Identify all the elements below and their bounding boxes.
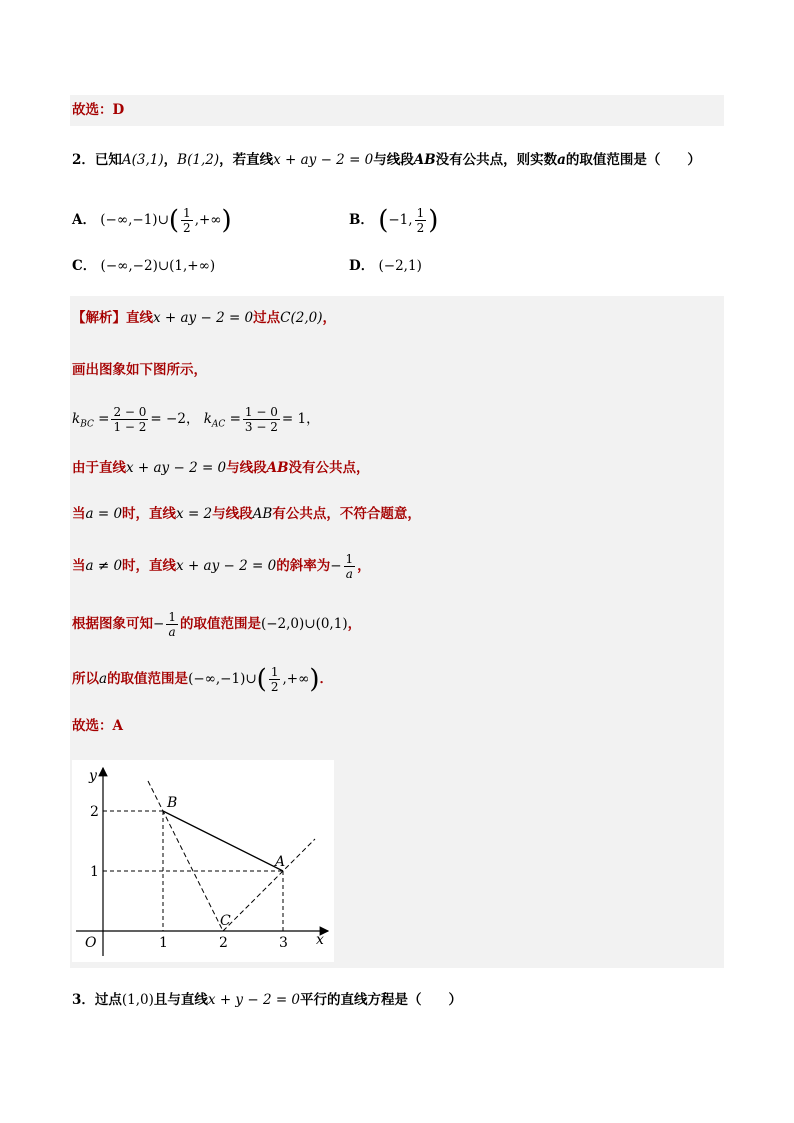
l4-eq: x + ay − 2 = 0 [126, 460, 227, 476]
tick-y-2: 2 [90, 804, 99, 820]
option-b-den: 2 [416, 221, 425, 235]
prev-answer: 故选：D [72, 102, 125, 118]
q2-stem-end: 的取值范围是（ ） [565, 152, 701, 168]
option-b-pre: −1, [388, 212, 413, 228]
l6-den: a [345, 567, 353, 581]
solution-line-7: 根据图象可知− $\frac{1}{a}$ 的取值范围是(−2,0)∪(0,1)， [72, 610, 362, 639]
solution-line-6: 当a ≠ 0时，直线x + ay − 2 = 0的斜率为− $\frac{1}{a}$ ， [72, 552, 371, 581]
q2-stem [72, 150, 701, 170]
k-bc-den: 1 − 2 [113, 420, 147, 434]
l1-point: C(2,0) [280, 310, 323, 326]
q2-stem-mid: ，若直线 [219, 152, 274, 168]
k-bc: k [72, 411, 81, 427]
k-bc-sub: BC [80, 419, 94, 430]
l4-mid: 与线段 [226, 460, 267, 476]
k-ac-sub: AC [211, 419, 226, 430]
k-ac-num: 1 − 0 [244, 405, 278, 419]
k-ac-result: = 1 [281, 411, 307, 427]
solution-answer: 故选：A [72, 718, 123, 734]
solution-line-1 [72, 308, 336, 328]
l6-pre: 当 [72, 558, 86, 574]
l5-pre: 当 [72, 506, 86, 522]
l6-eq: x + ay − 2 = 0 [176, 558, 277, 574]
q2-seg: AB [413, 152, 436, 168]
l7-fraction [166, 610, 178, 639]
l4-pre: 由于直线 [72, 460, 126, 476]
option-b-label: B． [349, 212, 374, 228]
q2-option-a[interactable]: A． (−∞,−1)∪( $\frac{1}{2}$ ,+∞) [72, 205, 232, 236]
l4-end: 没有公共点， [288, 460, 370, 476]
option-b-fraction [415, 206, 427, 235]
l6-cond: a ≠ 0 [85, 558, 123, 574]
axis-x-label: x [316, 932, 324, 948]
option-c-label: C． [72, 258, 97, 274]
graph-svg [72, 760, 334, 962]
l5-mid2: 与线段 [212, 506, 253, 522]
l5-cond: a = 0 [85, 506, 123, 522]
k-bc-result: = −2 [150, 411, 186, 427]
l3-sep: ， [185, 411, 200, 427]
l8-mid: 的取值范围是 [107, 671, 189, 687]
l6-mid: 时，直线 [122, 558, 177, 574]
l5-end: 有公共点，不符合题意， [272, 506, 421, 522]
k-ac-den: 3 − 2 [244, 420, 278, 434]
l8-pre: 所以 [72, 671, 99, 687]
prev-answer-box [70, 95, 724, 126]
point-c-label: C [220, 913, 231, 929]
q2-point-b: B(1,2) [177, 152, 220, 168]
q2-number: 2． [72, 152, 95, 168]
l5-eq: x = 2 [176, 506, 213, 522]
l4-seg: AB [266, 460, 289, 476]
q3-stem [72, 990, 462, 1010]
l8-den: 2 [270, 680, 279, 694]
k-bc-num: 2 − 0 [113, 405, 147, 419]
option-c-text: (−∞,−2)∪(1,+∞) [100, 258, 216, 274]
l7-num: 1 [168, 610, 176, 624]
q2-option-c[interactable] [72, 256, 215, 276]
axis-y-label: y [89, 768, 97, 784]
q2-sep: ， [163, 152, 178, 168]
option-a-num: 1 [183, 206, 191, 220]
l6-end: ， [357, 558, 371, 574]
q2-stem-prefix: 已知 [94, 152, 122, 168]
tick-y-1: 1 [90, 864, 99, 880]
l8-var: a [99, 671, 108, 687]
k-ac-fraction [243, 405, 280, 434]
coordinate-graph [72, 760, 334, 962]
q2-stem-mid3: 没有公共点，则实数 [435, 152, 558, 168]
l3-end: ， [306, 411, 320, 427]
q3-pre: 过点 [94, 992, 122, 1008]
tick-x-3: 3 [279, 935, 288, 951]
q3-number: 3． [72, 992, 95, 1008]
k-bc-fraction [111, 405, 148, 434]
option-a-den: 2 [183, 221, 191, 235]
option-b-num: 1 [416, 206, 425, 220]
option-a-fraction [181, 206, 193, 235]
q2-option-b[interactable]: B． (−1, $\frac{1}{2}$ ) [349, 205, 439, 236]
solution-line-3: $k_{BC}$ = $\frac{2 - 0}{1 - 2}$ = −2， $k_{AC}$ = $\frac{1 - 0}{3 - 2}$ = 1， [72, 405, 320, 434]
point-a-label: A [275, 854, 286, 870]
l7-pre: 根据图象可知 [72, 616, 153, 632]
l1-mid: 过点 [253, 310, 281, 326]
l7-end: ， [347, 616, 362, 632]
option-d-label: D． [349, 258, 375, 274]
q2-line-eq: x + ay − 2 = 0 [273, 152, 374, 168]
solution-line-4 [72, 458, 370, 478]
l1-eq: x + ay − 2 = 0 [153, 310, 254, 326]
q3-end: 平行的直线方程是（ ） [300, 992, 463, 1008]
tick-x-2: 2 [219, 935, 228, 951]
q3-point: (1,0) [121, 992, 154, 1008]
option-a-label: A． [72, 212, 96, 228]
l6-num: 1 [345, 552, 354, 566]
origin-label: O [85, 935, 97, 951]
l8-range-post: ,+∞ [282, 671, 310, 687]
l8-num: 1 [270, 665, 279, 679]
l1-end: ， [322, 310, 336, 326]
solution-line-5 [72, 504, 421, 524]
l7-range: (−2,0)∪(0,1) [260, 616, 348, 632]
l5-mid: 时，直线 [122, 506, 177, 522]
l7-mid: 的取值范围是 [179, 616, 261, 632]
q2-stem-mid2: 与线段 [373, 152, 414, 168]
solution-line-2: 画出图象如下图所示， [72, 362, 207, 378]
option-a-pre: (−∞,−1)∪ [100, 212, 169, 228]
line-cb-extended [148, 781, 223, 931]
l8-fraction [269, 665, 281, 694]
option-d-text: (−2,1) [378, 258, 422, 274]
l8-end: ． [319, 671, 333, 687]
q3-mid: 且与直线 [153, 992, 208, 1008]
l6-fraction [344, 552, 356, 581]
q2-var: a [557, 152, 566, 168]
l7-den: a [168, 625, 176, 639]
segment-ab [163, 811, 286, 871]
point-b-label: B [167, 795, 178, 811]
l8-range-pre: (−∞,−1)∪ [188, 671, 257, 687]
q2-option-d[interactable] [349, 256, 422, 276]
l6-mid2: 的斜率为 [276, 558, 331, 574]
analysis-tag: 【解析】直线 [72, 310, 153, 326]
q2-point-a: A(3,1) [121, 152, 164, 168]
l5-seg: AB [252, 506, 273, 522]
k-ac: k [203, 411, 212, 427]
tick-x-1: 1 [159, 935, 168, 951]
line-ca-extended [223, 839, 315, 931]
solution-line-8: 所以a的取值范围是(−∞,−1)∪( $\frac{1}{2}$ ,+∞)． [72, 664, 333, 695]
option-a-post: ,+∞ [194, 212, 222, 228]
q3-eq: x + y − 2 = 0 [207, 992, 301, 1008]
